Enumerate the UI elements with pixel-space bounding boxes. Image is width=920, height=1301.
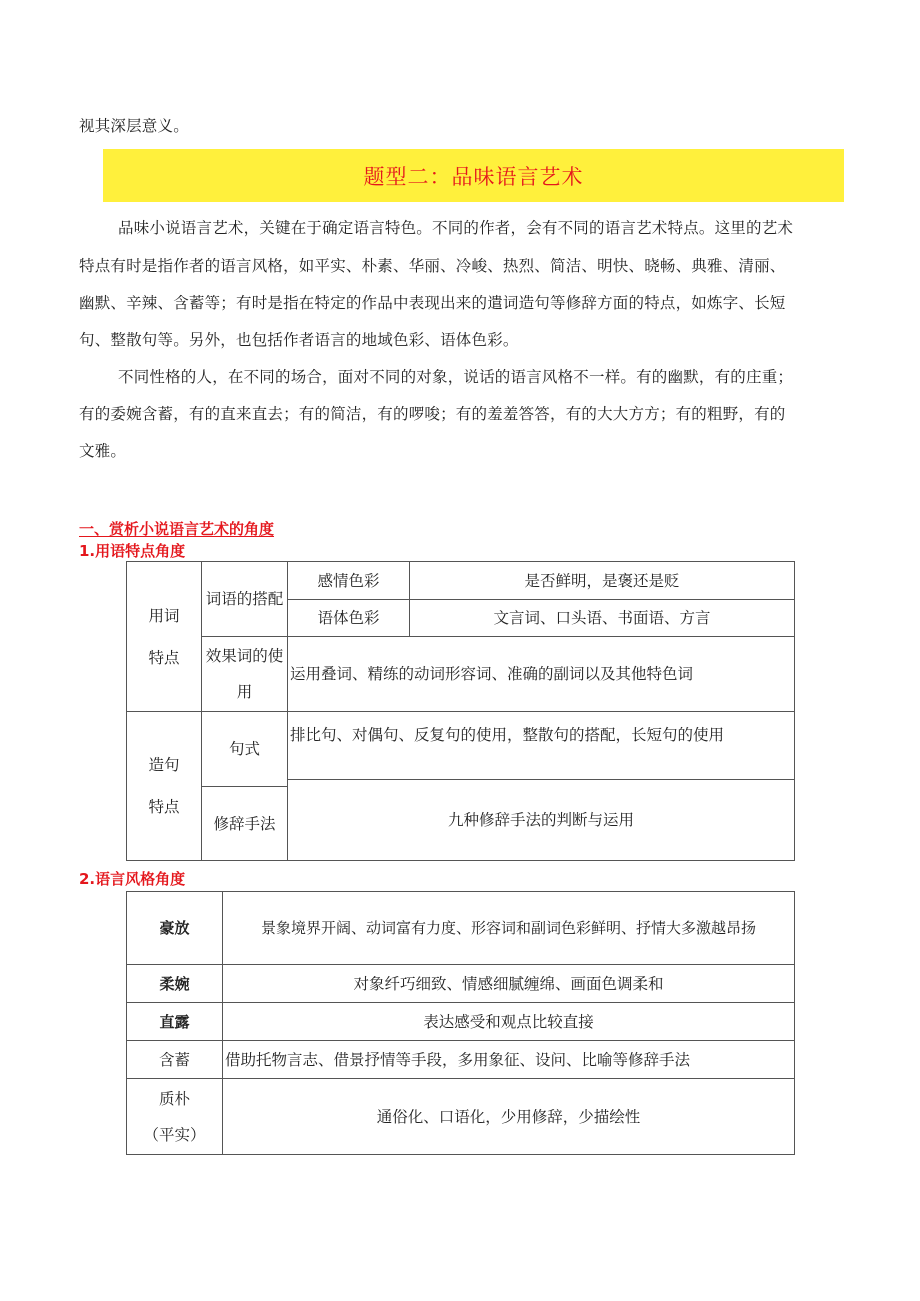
paragraph-2-line-3: 文雅。 [79, 442, 127, 460]
paragraph-1-line-2: 特点有时是指作者的语言风格，如平实、朴素、华丽、冷峻、热烈、简洁、明快、晓畅、典雅、清丽、 [79, 257, 786, 275]
table-2-style-2: 柔婉 [159, 974, 190, 993]
table-1-word-usage-label [127, 562, 201, 711]
word-usage-label-line-1: 用词 [148, 606, 180, 625]
intro-tail-text: 视其深层意义。 [79, 117, 189, 135]
table-1-rhetoric-label: 修辞手法 [213, 814, 276, 833]
banner-title: 题型二：品味语言艺术 [363, 164, 584, 189]
table-1-sentence-desc: 排比句、对偶句、反复句的使用，整散句的搭配，长短句的使用 [290, 726, 725, 744]
table-2-desc-2: 对象纤巧细致、情感细腻缠绵、画面色调柔和 [353, 974, 664, 993]
table-1-sentence-making-label [127, 712, 201, 860]
table-2-desc-1: 景象境界开阔、动词富有力度、形容词和副词色彩鲜明、抒情大多激越昂扬 [260, 919, 756, 937]
table-1-effect-desc: 运用叠词、精练的动词形容词、准确的副词以及其他特色词 [290, 665, 694, 683]
paragraph-2-line-1: 不同性格的人，在不同的场合，面对不同的对象，说话的语言风格不一样。有的幽默，有的庄重； [118, 368, 794, 386]
table-1-register-desc: 文言词、口头语、书面语、方言 [493, 609, 711, 627]
table-1-rhetoric-desc: 九种修辞手法的判断与运用 [447, 811, 634, 829]
subsection-1-title: 1.用语特点角度 [79, 542, 186, 560]
table-1-effect-label [202, 637, 287, 711]
table-1-emotion-label: 感情色彩 [317, 571, 380, 590]
paragraph-2-line-2: 有的委婉含蓄，有的直来直去；有的简洁，有的啰唆；有的羞羞答答，有的大大方方；有的粗野，有的 [79, 405, 786, 423]
table-2-style-4: 含蓄 [158, 1050, 190, 1069]
word-usage-label-line-2: 特点 [148, 648, 180, 667]
sentence-making-label-line-1: 造句 [148, 756, 180, 774]
effect-label-line-1: 效果词的使 [205, 647, 284, 665]
table-1-collocation-label: 词语的搭配 [205, 590, 284, 608]
table-2-desc-5: 通俗化、口语化，少用修辞，少描绘性 [376, 1107, 641, 1126]
table-1-register-label: 语体色彩 [317, 609, 380, 627]
table-2-style-bold-1: 豪放 [159, 919, 190, 937]
effect-label-line-2: 用 [236, 683, 253, 701]
plain-style-line-2: （平实） [143, 1125, 206, 1144]
table-2-style-3: 直露 [159, 1012, 190, 1031]
table-1-sentence-label: 句式 [228, 740, 260, 758]
table-2-desc-4: 借助托物言志、借景抒情等手段，多用象征、设问、比喻等修辞手法 [225, 1050, 691, 1069]
paragraph-1-line-1: 品味小说语言艺术，关键在于确定语言特色。不同的作者，会有不同的语言艺术特点。这里的艺术 [118, 219, 794, 237]
table-2-style-5 [127, 1079, 222, 1154]
plain-style-line-1: 质朴 [158, 1089, 190, 1108]
subsection-2-title: 2.语言风格角度 [79, 870, 186, 888]
sentence-making-label-line-2: 特点 [148, 798, 180, 816]
table-1-emotion-desc: 是否鲜明，是褒还是贬 [524, 571, 680, 590]
paragraph-1-line-3: 幽默、辛辣、含蓄等；有时是指在特定的作品中表现出来的遣词造句等修辞方面的特点，如炼字、长短 [79, 294, 786, 312]
section-1-title: 一、赏析小说语言艺术的角度 [79, 520, 275, 538]
paragraph-1-line-4: 句、整散句等。另外，也包括作者语言的地域色彩、语体色彩。 [79, 331, 519, 349]
table-2-desc-3: 表达感受和观点比较直接 [423, 1012, 594, 1031]
